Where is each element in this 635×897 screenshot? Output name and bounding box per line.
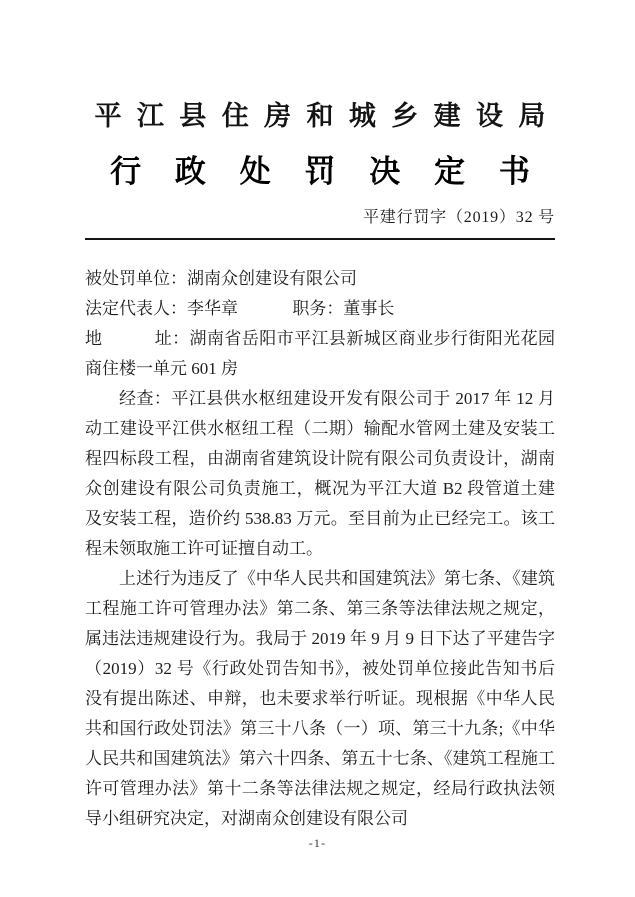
penalized-unit-row (85, 264, 555, 294)
penalized-unit-value: 湖南众创建设有限公司 (187, 269, 357, 288)
position-label: 职务： (292, 299, 344, 318)
paragraph-findings: 经查：平江县供水枢纽建设开发有限公司于 2017 年 12 月动工建设平江供水枢纽工程（二期）输配水管网土建及安装工程四标段工程，由湖南省建筑设计院有限公司负责设计，湖南众创建设有限公司负责施工，概况为平江大道 B2 段管道土建及安装工程，造价约 538.83 万元。至目前为止已经完工。该工程未领取施工许可证擅自动工。 (85, 389, 555, 558)
legal-representative-label: 法定代表人： (85, 299, 187, 318)
legal-representative-value: 李华章 (187, 299, 238, 318)
document-content (0, 94, 635, 834)
document-body (85, 264, 555, 834)
page-number: -1- (308, 836, 327, 850)
address-value: 湖南省岳阳市平江县新城区商业步行街阳光花园商住楼一单元 601 房 (85, 329, 556, 378)
agency-name: 平 江 县 住 房 和 城 乡 建 设 局 (94, 101, 550, 131)
penalized-unit-label: 被处罚单位： (85, 269, 187, 288)
document-title: 行 政 处 罚 决 定 书 (110, 154, 543, 189)
header-divider (85, 238, 555, 240)
paragraph-legal-basis: 上述行为违反了《中华人民共和国建筑法》第七条、《建筑工程施工许可管理办法》第二条、第三条等法律法规之规定，属违法违规建设行为。我局于 2019 年 9 月 9 日下达了平建告字（2019）32 号《行政处罚告知书》，被处罚单位接此告知书后没有提出陈述、申辩，也未要求举行听证。现根据《中华人民共和国行政处罚法》第三十八条（一）项、第三十九条;《中华人民共和国建筑法》第六十四条、第五十七条、《建筑工程施工许可管理办法》第十二条等法律法规之规定，经局行政执法领导小组研究决定，对湖南众创建设有限公司 (85, 569, 555, 828)
address-label: 地 址： (85, 329, 190, 348)
position-value: 董事长 (343, 299, 395, 318)
legal-representative-row (85, 294, 555, 324)
document-number: 平建行罚字（2019）32 号 (362, 209, 555, 226)
address-row (85, 324, 555, 384)
